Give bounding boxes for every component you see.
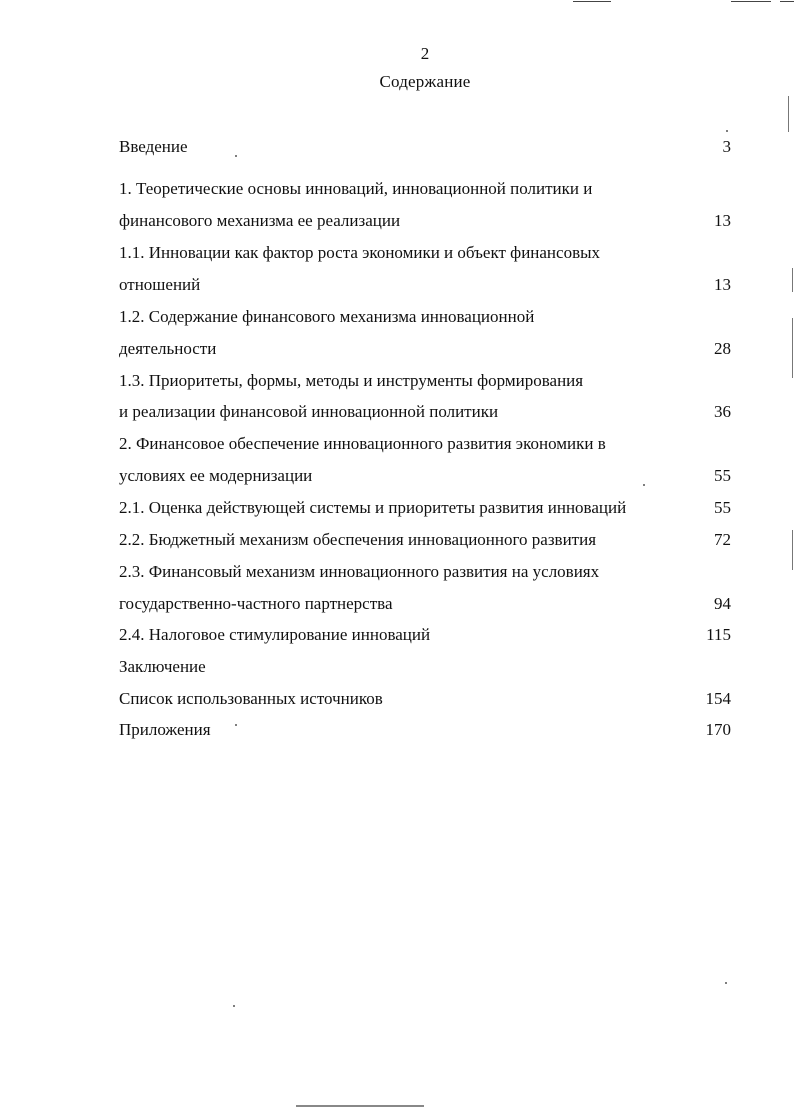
toc-entry-page: 36 <box>714 402 731 421</box>
toc-entry-chapter-2-cont[interactable] <box>119 464 731 488</box>
scan-artifact-top-3 <box>780 1 794 2</box>
toc-entry-section-1-2[interactable] <box>119 305 731 329</box>
toc-entry-chapter-1-cont[interactable] <box>119 209 731 233</box>
toc-entry-page: 55 <box>714 466 731 485</box>
scan-edge-right-1 <box>788 96 789 132</box>
toc-entry-section-2-3-cont[interactable] <box>119 592 731 616</box>
toc-entry-page: 13 <box>714 211 731 230</box>
page-number: 2 <box>420 44 430 63</box>
scan-artifact-bottom <box>296 1105 424 1107</box>
toc-entry-section-2-3[interactable] <box>119 560 731 584</box>
toc-entry-title: Список использованных источников <box>119 689 383 708</box>
toc-entry-title: 1.1. Инновации как фактор роста экономики и объект финансовых <box>119 243 601 262</box>
scan-edge-right-2 <box>792 268 793 292</box>
toc-entry-title: условиях ее модернизации <box>119 466 313 485</box>
toc-entry-page: 170 <box>705 720 731 739</box>
toc-entry-title: 2. Финансовое обеспечение инновационного развития экономики в <box>119 434 606 453</box>
toc-entry-page: 115 <box>706 625 731 644</box>
scan-speck-5 <box>233 1005 235 1007</box>
toc-entry-title: Введение <box>119 137 188 156</box>
toc-entry-page: 94 <box>714 594 731 613</box>
toc-entry-title: Заключение <box>119 657 206 676</box>
toc-entry-conclusion[interactable] <box>119 655 731 679</box>
toc-entry-page: 55 <box>714 498 731 517</box>
scan-speck-4 <box>725 982 727 984</box>
toc-entry-introduction[interactable] <box>119 135 731 159</box>
scan-edge-right-4 <box>792 530 793 570</box>
toc-entry-section-2-1[interactable] <box>119 496 731 520</box>
toc-entry-page: 28 <box>714 339 731 358</box>
toc-entry-references[interactable] <box>119 687 731 711</box>
toc-entry-title: финансового механизма ее реализации <box>119 211 401 230</box>
toc-entry-title: 1.2. Содержание финансового механизма инновационной <box>119 307 535 326</box>
toc-entry-chapter-2[interactable] <box>119 432 731 456</box>
page-title: Содержание <box>379 72 471 91</box>
toc-entry-section-2-2[interactable] <box>119 528 731 552</box>
toc-entry-chapter-1[interactable] <box>119 177 731 201</box>
toc-entry-title: 1.3. Приоритеты, формы, методы и инструменты формирования <box>119 371 584 390</box>
toc-entry-section-1-1-cont[interactable] <box>119 273 731 297</box>
toc-entry-title: Приложения <box>119 720 211 739</box>
toc-entry-title: государственно-частного партнерства <box>119 594 393 613</box>
toc-entry-section-1-3[interactable] <box>119 369 731 393</box>
toc-entry-title: 1. Теоретические основы инноваций, инновационной политики и <box>119 179 593 198</box>
toc-entry-section-1-1[interactable] <box>119 241 731 265</box>
toc-entry-title: отношений <box>119 275 201 294</box>
toc-entry-section-2-4[interactable] <box>119 623 731 647</box>
toc-entry-title: 2.4. Налоговое стимулирование инноваций <box>119 625 431 644</box>
toc-entry-title: 2.3. Финансовый механизм инновационного развития на условиях <box>119 562 600 581</box>
toc-entry-section-1-2-cont[interactable] <box>119 337 731 361</box>
toc-entry-page: 13 <box>714 275 731 294</box>
toc-entry-section-1-3-cont[interactable] <box>119 400 731 424</box>
scan-edge-right-3 <box>792 318 793 378</box>
toc-entry-appendices[interactable] <box>119 718 731 742</box>
toc-entry-title: деятельности <box>119 339 217 358</box>
scan-artifact-top-2 <box>731 1 771 2</box>
toc-entry-title: и реализации финансовой инновационной политики <box>119 402 499 421</box>
toc-entry-page: 72 <box>714 530 731 549</box>
toc-entry-title: 2.2. Бюджетный механизм обеспечения инновационного развития <box>119 530 597 549</box>
toc-entry-page: 3 <box>722 137 731 156</box>
scan-artifact-top-1 <box>573 1 611 2</box>
toc-entry-title: 2.1. Оценка действующей системы и приоритеты развития инноваций <box>119 498 627 517</box>
toc-entry-page: 154 <box>705 689 731 708</box>
scan-speck-2 <box>726 130 728 132</box>
